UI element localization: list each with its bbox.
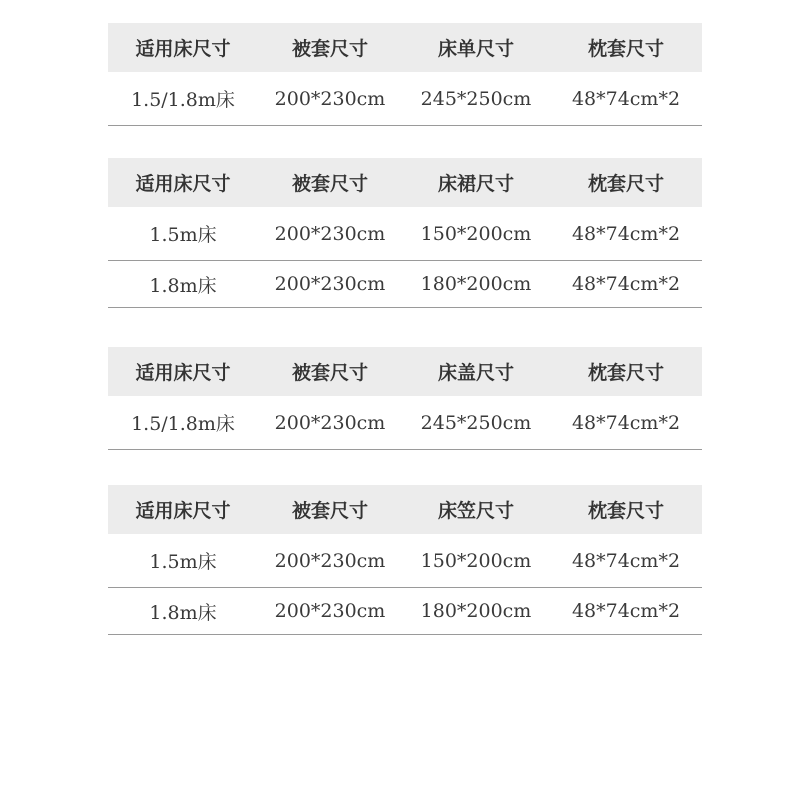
header-bed-size: 适用床尺寸 [135, 500, 231, 522]
cell-pillowcase-size: 48*74cm*2 [571, 87, 681, 110]
cell-fitted-sheet-size: 180*200cm [420, 600, 532, 622]
cell-bedspread-size: 245*250cm [420, 411, 532, 434]
header-sheet-size: 床单尺寸 [437, 38, 514, 60]
size-table-bedskirt [108, 158, 702, 308]
cell-pillowcase-size: 48*74cm*2 [571, 273, 681, 295]
cell-bedskirt-size: 180*200cm [420, 273, 532, 295]
cell-duvet-size: 200*230cm [274, 87, 386, 110]
cell-fitted-sheet-size: 150*200cm [420, 549, 532, 572]
table-row [108, 396, 702, 450]
cell-duvet-size: 200*230cm [274, 411, 386, 434]
header-bed-size: 适用床尺寸 [135, 38, 231, 60]
cell-duvet-size: 200*230cm [274, 222, 386, 245]
header-duvet-size: 被套尺寸 [291, 173, 368, 195]
table-row [108, 207, 702, 261]
cell-bed-size: 1.5m床 [149, 551, 217, 573]
cell-pillowcase-size: 48*74cm*2 [571, 222, 681, 245]
header-bedskirt-size: 床裙尺寸 [437, 173, 514, 195]
cell-bedskirt-size: 150*200cm [420, 222, 532, 245]
table-header [108, 347, 702, 396]
cell-bed-size: 1.5/1.8m床 [131, 89, 235, 111]
table-row [108, 72, 702, 126]
cell-pillowcase-size: 48*74cm*2 [571, 600, 681, 622]
header-bed-size: 适用床尺寸 [135, 173, 231, 195]
cell-bed-size: 1.8m床 [149, 274, 217, 297]
header-bed-size: 适用床尺寸 [135, 362, 231, 384]
table-row [108, 588, 702, 635]
header-fitted-sheet-size: 床笠尺寸 [437, 500, 514, 522]
cell-duvet-size: 200*230cm [274, 549, 386, 572]
table-row [108, 261, 702, 308]
cell-duvet-size: 200*230cm [274, 600, 386, 622]
table-header [108, 158, 702, 207]
header-pillowcase-size: 枕套尺寸 [587, 173, 664, 195]
cell-pillowcase-size: 48*74cm*2 [571, 411, 681, 434]
cell-duvet-size: 200*230cm [274, 273, 386, 295]
header-pillowcase-size: 枕套尺寸 [587, 500, 664, 522]
cell-bed-size: 1.5/1.8m床 [131, 413, 235, 435]
size-table-bedsheet [108, 23, 702, 126]
table-row [108, 534, 702, 588]
cell-bed-size: 1.8m床 [149, 601, 217, 624]
header-duvet-size: 被套尺寸 [291, 500, 368, 522]
table-header [108, 485, 702, 534]
header-pillowcase-size: 枕套尺寸 [587, 362, 664, 384]
size-table-bedspread [108, 347, 702, 450]
header-duvet-size: 被套尺寸 [291, 38, 368, 60]
size-table-fitted-sheet [108, 485, 702, 635]
header-pillowcase-size: 枕套尺寸 [587, 38, 664, 60]
cell-pillowcase-size: 48*74cm*2 [571, 549, 681, 572]
header-duvet-size: 被套尺寸 [291, 362, 368, 384]
cell-bed-size: 1.5m床 [149, 224, 217, 246]
cell-sheet-size: 245*250cm [420, 87, 532, 110]
header-bedspread-size: 床盖尺寸 [437, 362, 514, 384]
table-header [108, 23, 702, 72]
